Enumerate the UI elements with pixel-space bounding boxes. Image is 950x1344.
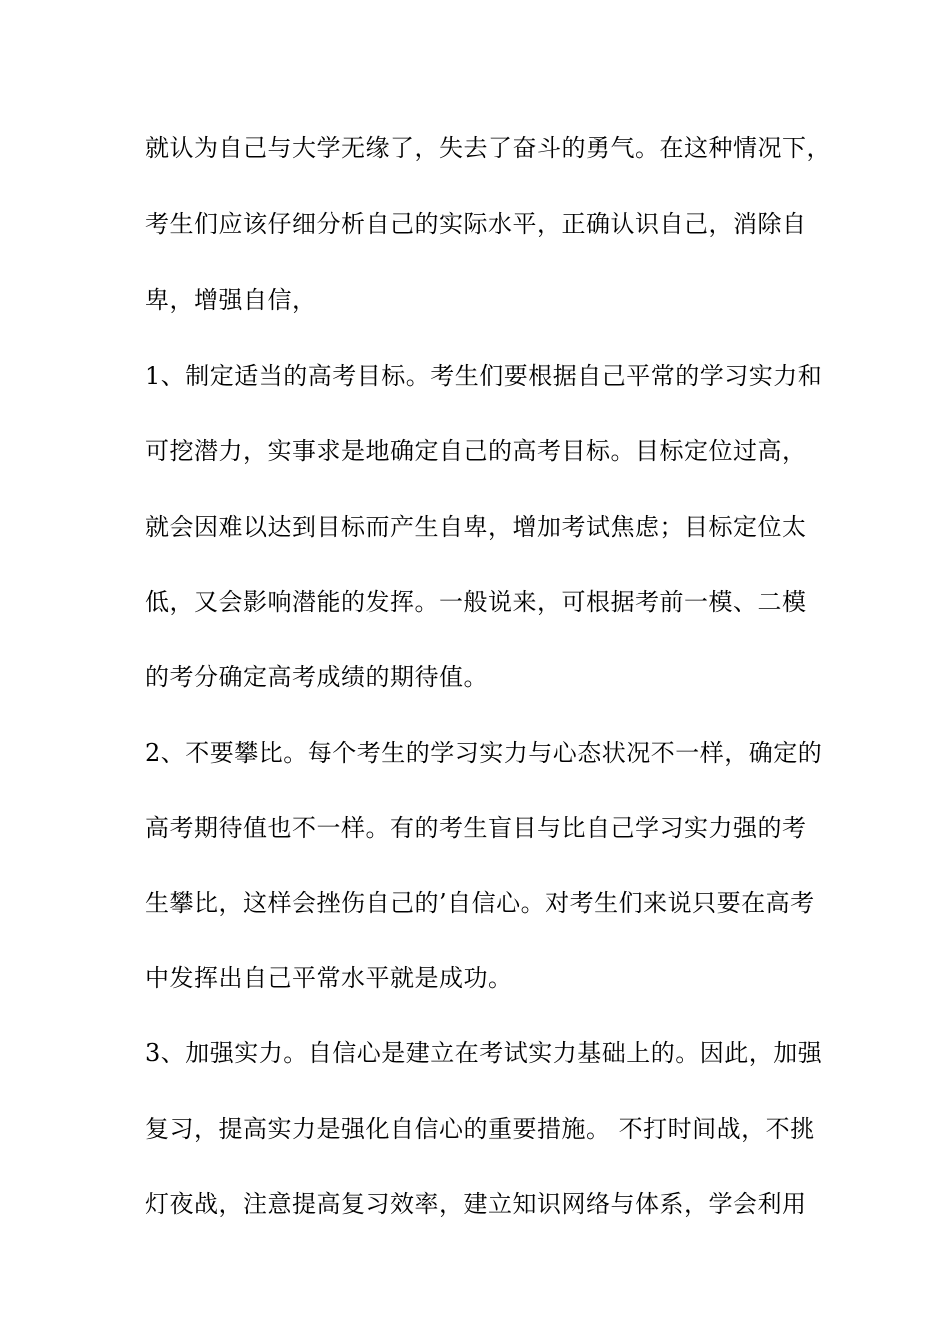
text-line: 低，又会影响潜能的发挥。一般说来，可根据考前一模、二模	[145, 588, 807, 616]
list-item-3-line: 3、加强实力。自信心是建立在考试实力基础上的。因此，加强	[145, 1039, 823, 1067]
text-line: 灯夜战，注意提高复习效率，建立知识网络与体系，学会利用	[145, 1190, 807, 1218]
text-line: 可挖潜力，实事求是地确定自己的高考目标。目标定位过高，	[145, 437, 807, 465]
text-line: 高考期待值也不一样。有的考生盲目与比自己学习实力强的考	[145, 814, 807, 842]
text-line: 就会因难以达到目标而产生自卑，增加考试焦虑；目标定位太	[145, 513, 807, 541]
text-line: 复习，提高实力是强化自信心的重要措施。 不打时间战，不挑	[145, 1115, 815, 1143]
list-item-1-line: 1、制定适当的高考目标。考生们要根据自己平常的学习实力和	[145, 362, 823, 390]
text-line: 考生们应该仔细分析自己的实际水平，正确认识自己，消除自	[145, 210, 807, 238]
text-line: 中发挥出自己平常水平就是成功。	[145, 964, 513, 992]
list-item-2-line: 2、不要攀比。每个考生的学习实力与心态状况不一样，确定的	[145, 739, 823, 767]
text-line: 就认为自己与大学无缘了，失去了奋斗的勇气。在这种情况下，	[145, 134, 831, 162]
text-line: 卑，增强自信，	[145, 286, 317, 314]
text-line: 的考分确定高考成绩的期待值。	[145, 663, 488, 691]
text-line: 生攀比，这样会挫伤自己的’自信心。对考生们来说只要在高考	[145, 889, 815, 917]
